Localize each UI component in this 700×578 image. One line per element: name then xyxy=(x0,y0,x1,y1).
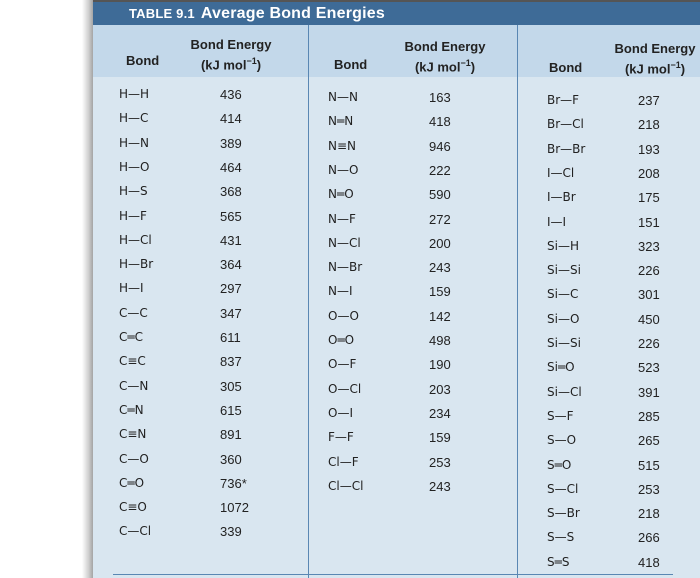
bond-energy-value: 243 xyxy=(429,478,451,494)
bond-energy-value: 226 xyxy=(638,263,660,279)
table-row xyxy=(328,406,469,430)
bond-energy-value: 418 xyxy=(429,114,451,130)
bond-energy-value: 226 xyxy=(638,336,660,351)
bond-energy-value: 234 xyxy=(429,405,451,421)
table-row xyxy=(328,284,469,308)
header-energy-unit: (kJ mol$^{-1}$) xyxy=(624,60,686,77)
table-row xyxy=(119,184,260,208)
table-row xyxy=(328,479,469,503)
bond-formula: N—O xyxy=(328,162,359,177)
bond-energy-value: 253 xyxy=(638,481,660,497)
bond-energy-value: 339 xyxy=(220,524,242,540)
header-energy-unit: (kJ mol$^{-1}$) xyxy=(414,58,476,75)
bond-energy-value: 163 xyxy=(429,90,451,105)
bond-formula: Si—C xyxy=(547,287,579,302)
table-row xyxy=(119,524,260,548)
bond-formula: C—C xyxy=(119,305,148,320)
bond-formula: N═N xyxy=(328,114,354,129)
bond-energy-value: 389 xyxy=(220,135,242,151)
bond-energy-value: 237 xyxy=(638,93,660,108)
bond-formula: I—I xyxy=(547,214,567,229)
bond-energy-value: 450 xyxy=(638,311,660,327)
table-row xyxy=(328,309,469,333)
bond-formula: Si—Si xyxy=(547,336,581,350)
bond-energy-value: 159 xyxy=(429,430,451,446)
table-row xyxy=(547,360,678,384)
table-row xyxy=(328,236,469,260)
bond-energy-value: 218 xyxy=(638,117,660,133)
table-row xyxy=(547,117,678,141)
table-row xyxy=(119,476,260,500)
bond-formula: C—O xyxy=(119,451,149,466)
table-row xyxy=(119,209,260,233)
bond-energy-value: 515 xyxy=(638,457,660,473)
bond-energy-value: 285 xyxy=(638,408,660,424)
bond-formula: H—I xyxy=(119,281,144,296)
table-row xyxy=(328,139,469,163)
header-bond: Bond xyxy=(334,57,368,72)
bond-energy-value: 208 xyxy=(638,165,660,181)
bond-formula: Br—Cl xyxy=(547,117,584,132)
bond-energy-value: 190 xyxy=(429,357,451,373)
column-3-header xyxy=(518,25,700,77)
table-row xyxy=(328,187,469,211)
bond-energy-value: 175 xyxy=(638,190,660,206)
table-row xyxy=(547,93,678,117)
bond-formula: N—Br xyxy=(328,260,363,275)
table-row xyxy=(328,163,469,187)
table-row xyxy=(119,330,260,354)
bond-formula: Si—O xyxy=(547,311,580,326)
bond-formula: O—O xyxy=(328,308,359,323)
table-row xyxy=(547,385,678,409)
bond-formula: C═C xyxy=(119,330,143,344)
bond-formula: S—Br xyxy=(547,506,580,521)
bond-formula: H—C xyxy=(119,111,149,126)
table-row xyxy=(547,287,678,311)
bond-formula: N—I xyxy=(328,284,353,299)
bond-formula: O—F xyxy=(328,357,357,372)
column-3 xyxy=(518,25,700,578)
table-row xyxy=(119,281,260,305)
table-row xyxy=(547,312,678,336)
bond-formula: Si—H xyxy=(547,238,579,253)
bond-energy-value: 1072 xyxy=(220,500,249,516)
bond-formula: N═O xyxy=(328,187,354,202)
table-row xyxy=(119,87,260,111)
table-row xyxy=(119,403,260,427)
bond-energy-value: 498 xyxy=(429,333,451,348)
bond-formula: H—Cl xyxy=(119,232,152,247)
bond-energy-value: 218 xyxy=(638,506,660,522)
bond-formula: Si—Cl xyxy=(547,384,582,399)
bond-formula: N≡N xyxy=(328,138,357,153)
column-1 xyxy=(93,25,308,578)
table-row xyxy=(547,506,678,530)
table-bottom-rule xyxy=(113,574,673,575)
table-row xyxy=(328,357,469,381)
table-row xyxy=(119,111,260,135)
table-title-bar xyxy=(93,0,700,25)
bond-energy-value: 360 xyxy=(220,451,242,467)
bond-energy-value: 565 xyxy=(220,208,242,224)
table-row xyxy=(119,427,260,451)
bond-energy-value: 391 xyxy=(638,384,660,400)
header-bond-energy xyxy=(399,38,491,75)
bond-formula: F—F xyxy=(328,430,354,445)
table-row xyxy=(547,530,678,554)
header-bond-energy xyxy=(185,36,277,73)
table-row xyxy=(547,433,678,457)
bond-energy-value: 253 xyxy=(429,454,451,470)
table-title xyxy=(129,5,385,23)
bond-energy-value: 305 xyxy=(220,378,242,394)
table-row xyxy=(119,306,260,330)
table-row xyxy=(547,239,678,263)
header-bond: Bond xyxy=(126,53,160,68)
header-energy-label: Bond Energy xyxy=(614,41,696,56)
bond-formula: O═O xyxy=(328,333,355,347)
table-row xyxy=(547,215,678,239)
bond-energy-value: 265 xyxy=(638,433,660,449)
bond-energy-value: 142 xyxy=(429,308,451,324)
table-row xyxy=(328,90,469,114)
bond-energy-value: 368 xyxy=(220,184,242,200)
bond-formula: N—N xyxy=(328,90,358,104)
table-row xyxy=(328,212,469,236)
bond-formula: Br—Br xyxy=(547,141,586,156)
table-row xyxy=(119,452,260,476)
bond-energy-value: 736* xyxy=(220,475,247,491)
bond-energy-value: 946 xyxy=(429,138,451,154)
header-bond-energy xyxy=(610,40,700,77)
bond-energy-value: 364 xyxy=(220,257,242,273)
bond-formula: I—Br xyxy=(547,190,576,205)
table-row xyxy=(547,482,678,506)
bond-formula: O—I xyxy=(328,405,353,420)
bond-formula: C≡O xyxy=(119,500,147,515)
table-row xyxy=(547,336,678,360)
header-energy-unit: (kJ mol$^{-1}$) xyxy=(200,56,262,73)
bond-formula: S—Cl xyxy=(547,481,579,496)
column-2 xyxy=(309,25,517,578)
bond-energy-value: 431 xyxy=(220,232,242,248)
table-row xyxy=(328,455,469,479)
bond-energy-value: 243 xyxy=(429,260,451,276)
bond-energy-value: 464 xyxy=(220,159,242,175)
bond-formula: C≡N xyxy=(119,427,147,442)
bond-energy-value: 272 xyxy=(429,211,451,227)
bond-energy-value: 611 xyxy=(220,330,241,345)
bond-formula: Si═O xyxy=(547,360,575,375)
bond-formula: C≡C xyxy=(119,354,146,369)
table-row xyxy=(328,430,469,454)
bond-formula: S—O xyxy=(547,433,577,448)
bond-energy-value: 200 xyxy=(429,235,451,251)
bond-energy-value: 523 xyxy=(638,360,660,376)
bond-energy-value: 222 xyxy=(429,162,451,178)
bond-formula: S—F xyxy=(547,408,574,423)
table-row xyxy=(119,257,260,281)
bond-formula: O—Cl xyxy=(328,381,362,396)
bond-formula: H—S xyxy=(119,184,148,199)
bond-energy-value: 891 xyxy=(220,427,242,443)
bond-formula: H—O xyxy=(119,159,150,174)
bond-energy-value: 266 xyxy=(638,530,660,546)
bond-formula: H—Br xyxy=(119,257,154,272)
bond-energy-value: 159 xyxy=(429,284,451,300)
table-row xyxy=(119,354,260,378)
bond-formula: Si—Si xyxy=(547,263,581,278)
table-row xyxy=(119,160,260,184)
bond-formula: C═O xyxy=(119,475,145,490)
bond-energy-value: 301 xyxy=(638,287,660,303)
bond-formula: C—N xyxy=(119,378,149,393)
table-title-text: Average Bond Energies xyxy=(200,5,385,22)
column-2-header xyxy=(309,25,517,77)
table-row xyxy=(119,233,260,257)
bond-formula: H—F xyxy=(119,208,147,223)
bond-formula: H—H xyxy=(119,87,150,101)
bond-formula: C—Cl xyxy=(119,524,152,539)
table-row xyxy=(328,260,469,284)
bond-formula: S—S xyxy=(547,530,575,545)
bond-energy-value: 414 xyxy=(220,111,242,127)
table-row xyxy=(119,500,260,524)
bond-formula: S═O xyxy=(547,457,572,472)
bond-formula: Cl—F xyxy=(328,454,359,469)
bond-formula: N—Cl xyxy=(328,235,361,250)
table-row xyxy=(547,190,678,214)
bond-formula: I—Cl xyxy=(547,165,575,180)
header-energy-label: Bond Energy xyxy=(404,39,486,54)
column-1-header xyxy=(93,25,308,77)
bond-energy-value: 297 xyxy=(220,281,242,297)
bond-energy-value: 323 xyxy=(638,238,660,254)
bond-energy-value: 837 xyxy=(220,354,242,370)
header-energy-label: Bond Energy xyxy=(190,37,272,52)
bond-energy-value: 347 xyxy=(220,305,242,321)
bond-formula: Cl—Cl xyxy=(328,478,364,493)
bond-energy-value: 615 xyxy=(220,402,242,418)
textbook-page xyxy=(93,0,700,578)
table-row xyxy=(119,379,260,403)
table-row xyxy=(547,409,678,433)
bond-formula: S═S xyxy=(547,554,570,569)
bond-formula: N—F xyxy=(328,211,356,226)
bond-formula: Br—F xyxy=(547,93,580,107)
table-row xyxy=(119,136,260,160)
table-row xyxy=(328,333,469,357)
table-row xyxy=(328,382,469,406)
table-row xyxy=(547,166,678,190)
bond-energy-value: 436 xyxy=(220,87,242,102)
bond-energy-value: 203 xyxy=(429,381,451,397)
table-row xyxy=(328,114,469,138)
header-bond: Bond xyxy=(549,60,583,75)
bond-energy-value: 418 xyxy=(638,554,660,570)
table-row xyxy=(547,263,678,287)
bond-formula: C═N xyxy=(119,402,144,417)
table-row xyxy=(547,458,678,482)
bond-energy-value: 193 xyxy=(638,141,660,157)
bond-energy-value: 590 xyxy=(429,187,451,203)
bond-formula: H—N xyxy=(119,135,149,150)
bond-energy-value: 151 xyxy=(638,214,660,230)
table-row xyxy=(547,142,678,166)
table-number: TABLE 9.1 xyxy=(129,6,195,21)
